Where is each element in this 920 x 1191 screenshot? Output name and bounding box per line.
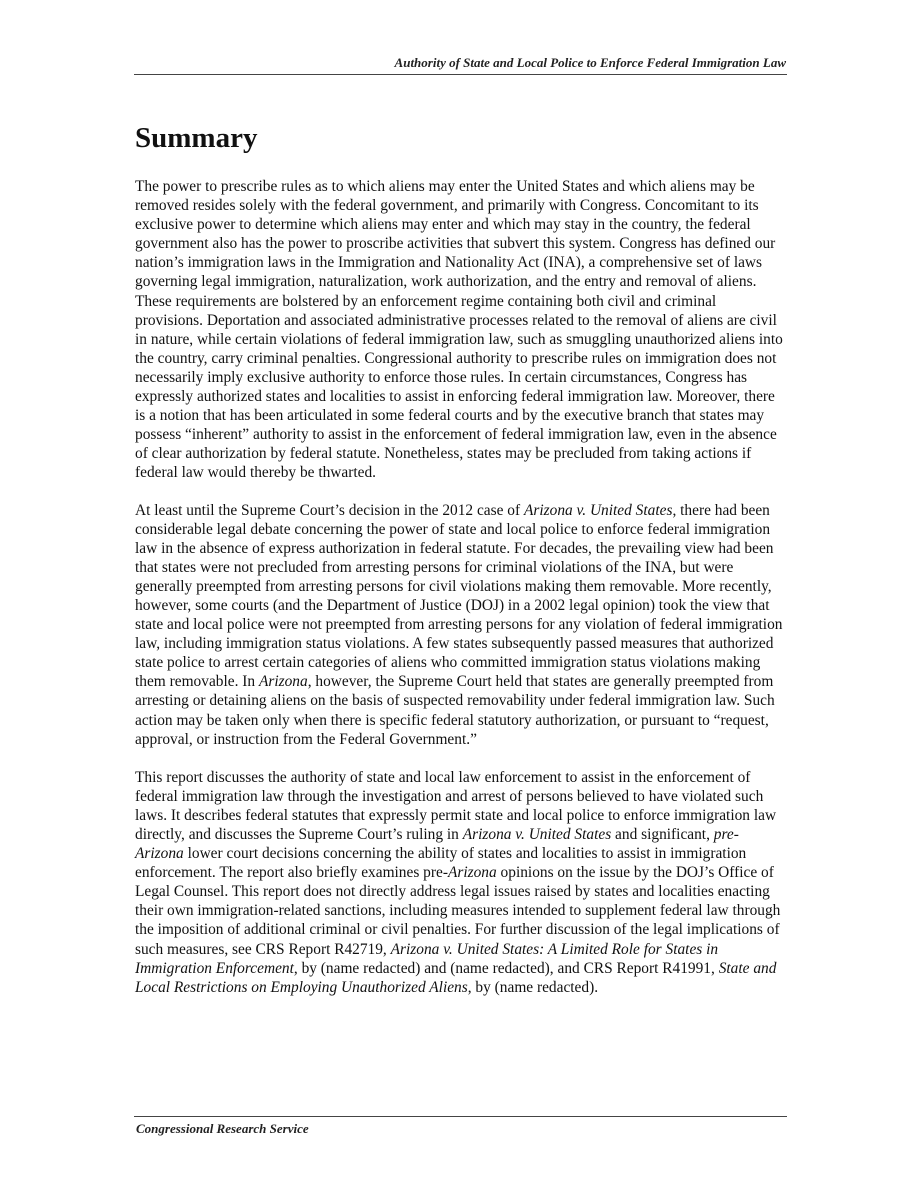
paragraph-text: At least until the Supreme Court’s decision in the 2012 case of xyxy=(135,501,524,519)
report-title: State and Local Restrictions on Employing Unauthorized Aliens xyxy=(135,959,777,996)
summary-paragraph-3 xyxy=(135,768,786,997)
case-short-name: Arizona xyxy=(447,864,497,882)
paragraph-text: , there had been considerable legal debate concerning the power of state and local police to enforce federal immigration law in the absence of express authorization in federal statute. For decades, the prevailing view had been that states were not precluded from arresting persons for criminal violations of the INA, but were generally preempted from arresting persons for civil violations making them removable. More recently, however, some courts (and the Department of Justice (DOJ) in a 2002 legal opinion) took the view that state and local police were not preempted from arresting persons for any violation of federal immigration law, including immigration status violations. A few states subsequently passed measures that authorized state police to arrest certain categories of aliens who committed immigration status violations making them removable. In xyxy=(135,501,783,691)
running-header-title: Authority of State and Local Police to Enforce Federal Immigration Law xyxy=(394,55,786,70)
paragraph-text: opinions on the issue by the DOJ’s Office of Legal Counsel. This report does not directly address legal issues raised by states and localities enacting their own immigration-related sanctions, including measures intended to supplement federal law through the imposition of additional criminal or civil penalties. For further discussion of the legal implications of such measures, see CRS Report R42719, xyxy=(135,864,781,958)
paragraph-text: , however, the Supreme Court held that states are generally preempted from arresting or detaining aliens on the basis of suspected removability under federal immigration law. Such action may be taken only when there is specific federal statutory authorization, or pursuant to “request, approval, or instruction from the Federal Government.” xyxy=(135,673,775,748)
footer-divider xyxy=(134,1116,787,1117)
summary-paragraph-2 xyxy=(135,501,786,749)
case-citation: Arizona v. United States xyxy=(462,826,612,843)
summary-paragraph-1: The power to prescribe rules as to which aliens may enter the United States and which aliens may be removed resides solely with the federal government, and primarily with Congress. Concomitant to its exclusive power to determine which aliens may enter and which may stay in the country, the federal government also has the power to proscribe activities that subvert this system. Congress has defined our nation’s immigration laws in the Immigration and Nationality Act (INA), a comprehensive set of laws governing legal immigration, naturalization, work authorization, and the entry and removal of aliens. These requirements are bolstered by an enforcement regime containing both civil and criminal provisions. Deportation and associated administrative processes related to the removal of aliens are civil in nature, while certain violations of federal immigration law, such as smuggling unauthorized aliens into the country, carry criminal penalties. Congressional authority to prescribe rules on immigration does not necessarily imply exclusive authority to enforce those rules. In certain circumstances, Congress has expressly authorized states and localities to assist in enforcing federal immigration law. Moreover, there is a notion that has been articulated in some federal courts and by the executive branch that states may possess “inherent” authority to assist in the enforcement of federal immigration law, even in the absence of clear authorization by federal statute. Nonetheless, states may be precluded from taking actions if federal law would thereby be thwarted. xyxy=(135,178,783,482)
summary-body xyxy=(135,177,786,1015)
case-citation: Arizona v. United States xyxy=(523,501,673,519)
report-title: Arizona v. United States: A Limited Role for States in Immigration Enforcement xyxy=(135,940,719,977)
case-short-name: Arizona xyxy=(258,673,308,691)
paragraph-text: This report discusses the authority of state and local law enforcement to assist in the enforcement of federal immigration law through the investigation and arrest of persons believed to have violated such laws. It describes federal statutes that expressly permit state and local police to enforce immigration law directly, and discusses the Supreme Court’s ruling in xyxy=(135,768,777,843)
header-divider xyxy=(134,74,787,75)
italic-term: pre-Arizona xyxy=(135,826,739,863)
paragraph-text: and significant, xyxy=(611,826,714,843)
paragraph-text: lower court decisions concerning the ability of states and localities to assist in immigration enforcement. The report also briefly examines pre- xyxy=(135,845,747,882)
paragraph-text: , by (name redacted). xyxy=(467,978,599,996)
page-title: Summary xyxy=(135,122,258,154)
paragraph-text: , by (name redacted) and (name redacted), and CRS Report R41991, xyxy=(293,959,719,977)
footer-organization: Congressional Research Service xyxy=(136,1121,309,1136)
